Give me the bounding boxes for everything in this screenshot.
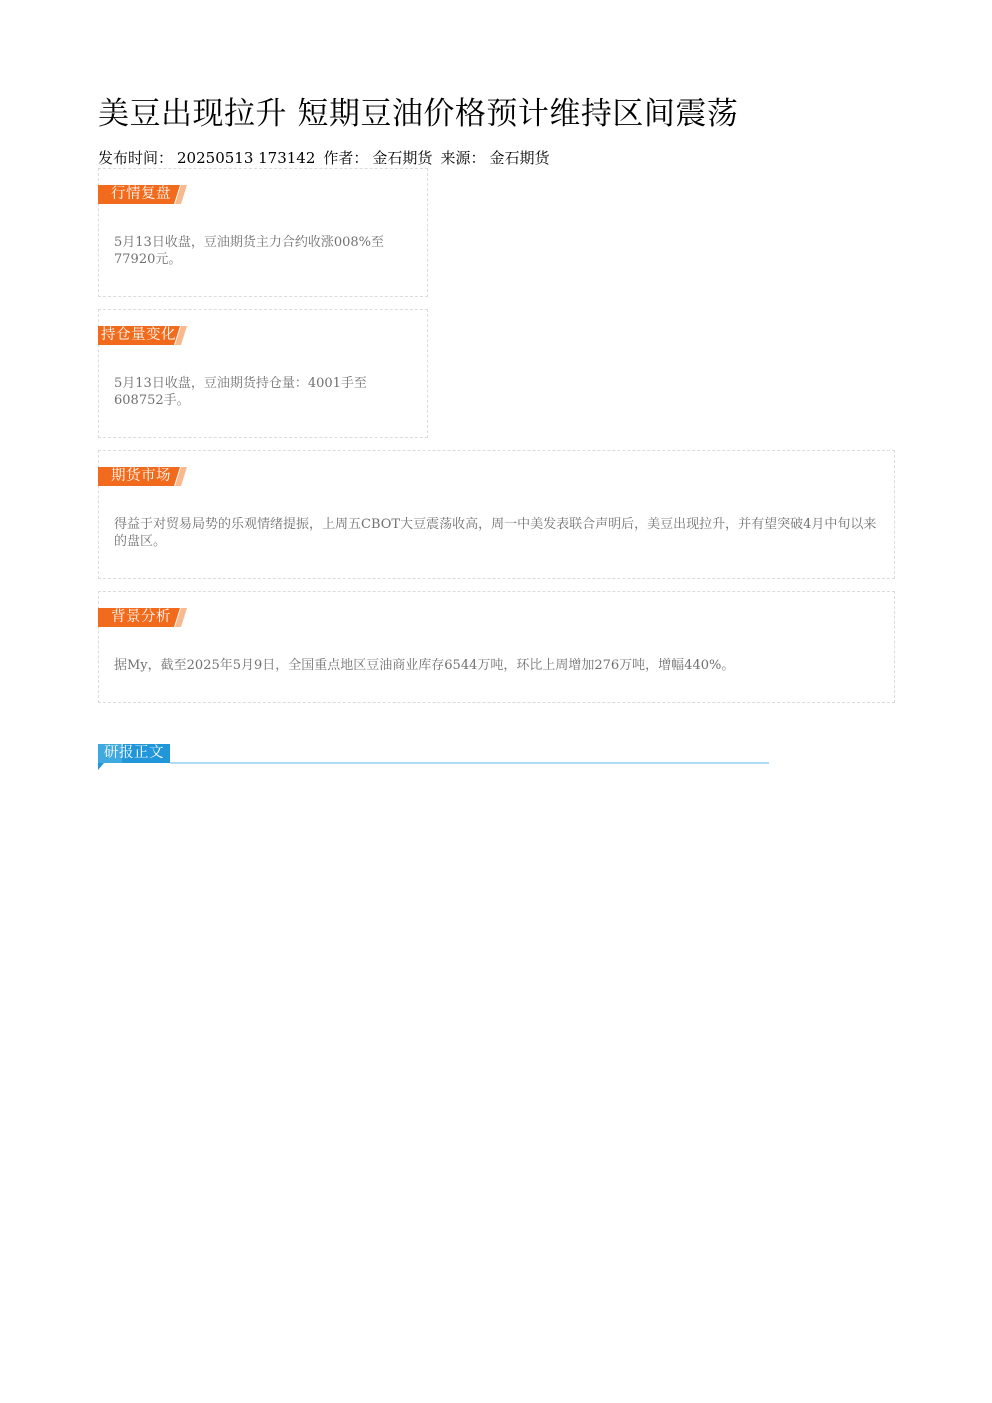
tag-label: 持仓量变化 [101, 327, 176, 343]
tag-market-review [98, 185, 186, 204]
author [323, 149, 436, 167]
card-text: 据My，截至2025年5月9日，全国重点地区豆油商业库存6544万吨，环比上周增加276万吨，增幅440%。 [114, 658, 735, 673]
report-section-header [98, 744, 769, 772]
source-value: 金石期货 [489, 149, 550, 167]
publish-value: 20250513 173142 [177, 149, 316, 167]
article-meta [98, 147, 557, 168]
card-market-review [98, 168, 428, 297]
publish-time [98, 149, 319, 167]
card-text: 得益于对贸易局势的乐观情绪提振，上周五CBOT大豆震荡收高，周一中美发表联合声明后，美豆出现拉升，并有望突破4月中旬以来的盘区。 [114, 517, 877, 549]
card-futures-market [98, 450, 895, 579]
tag-label: 背景分析 [111, 609, 171, 625]
publish-label: 发布时间： [98, 149, 174, 167]
section-header-shape [98, 744, 769, 772]
report-section-title: 研报正文 [104, 745, 164, 761]
source [440, 149, 553, 167]
card-open-interest [98, 309, 428, 438]
tag-open-interest [98, 326, 186, 345]
author-label: 作者： [323, 149, 369, 167]
author-value: 金石期货 [372, 149, 433, 167]
tag-label: 期货市场 [111, 468, 171, 484]
tag-background-analysis [98, 608, 186, 627]
page-title: 美豆出现拉升 短期豆油价格预计维持区间震荡 [98, 96, 739, 132]
source-label: 来源： [440, 149, 486, 167]
card-background-analysis [98, 591, 895, 703]
tag-label: 行情复盘 [111, 186, 171, 202]
card-text: 5月13日收盘，豆油期货主力合约收涨008%至77920元。 [114, 235, 384, 267]
card-text: 5月13日收盘，豆油期货持仓量：4001手至608752手。 [114, 376, 367, 408]
tag-futures-market [98, 467, 186, 486]
